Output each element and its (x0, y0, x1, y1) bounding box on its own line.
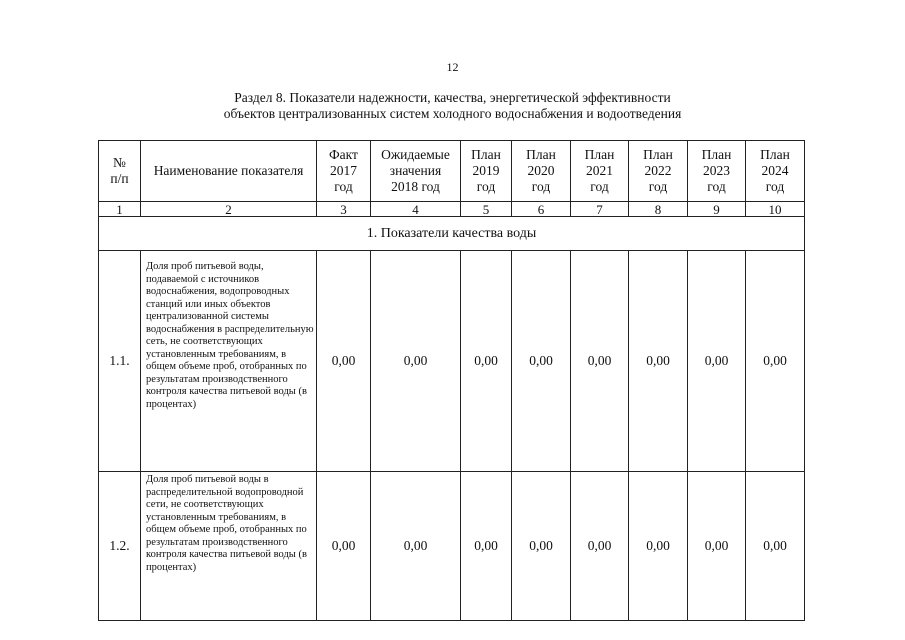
indicator-description: Доля проб питьевой воды, подаваемой с источников водоснабжения, водопроводных станций или иных объектов централизованной системы водоснабжения в распределительную сеть, не соответствующих установленным требованиям, в общем объеме проб, отобранных по результатам производственного контроля качества питьевой воды (в процентах) (141, 251, 317, 472)
column-number: 7 (571, 202, 629, 217)
indicator-description: Доля проб питьевой воды в распределительной водопроводной сети, не соответствующих установленным требованиям, в общем объеме проб, отобранных по результатам производственного контроля качества питьевой воды (в процентах) (141, 472, 317, 621)
header-col-fact-2017: Факт 2017 год (317, 141, 371, 202)
value-cell: 0,00 (371, 472, 461, 621)
section-row (99, 217, 805, 251)
header-col-plan-2021: План 2021 год (571, 141, 629, 202)
row-number: 1.2. (99, 472, 141, 621)
value-cell: 0,00 (688, 472, 746, 621)
table-row (99, 472, 805, 621)
column-number: 3 (317, 202, 371, 217)
column-number: 2 (141, 202, 317, 217)
value-cell: 0,00 (571, 251, 629, 472)
value-cell: 0,00 (317, 251, 371, 472)
header-col-plan-2023: План 2023 год (688, 141, 746, 202)
section-title: 1. Показатели качества воды (99, 217, 805, 251)
header-num: № п/п (99, 141, 141, 202)
column-number: 4 (371, 202, 461, 217)
value-cell: 0,00 (317, 472, 371, 621)
value-cell: 0,00 (371, 251, 461, 472)
column-number: 5 (461, 202, 512, 217)
value-cell: 0,00 (629, 472, 688, 621)
value-cell: 0,00 (688, 251, 746, 472)
column-number: 1 (99, 202, 141, 217)
header-col-plan-2019: План 2019 год (461, 141, 512, 202)
value-cell: 0,00 (571, 472, 629, 621)
value-cell: 0,00 (512, 472, 571, 621)
header-col-expected-2018: Ожидаемые значения 2018 год (371, 141, 461, 202)
column-number: 8 (629, 202, 688, 217)
table-header-row (99, 141, 805, 202)
indicators-table (98, 140, 805, 621)
page-number: 12 (446, 60, 459, 74)
value-cell: 0,00 (746, 251, 805, 472)
value-cell: 0,00 (512, 251, 571, 472)
column-number: 6 (512, 202, 571, 217)
column-number-row (99, 202, 805, 217)
header-col-plan-2020: План 2020 год (512, 141, 571, 202)
section-heading-line-1: Раздел 8. Показатели надежности, качества, энергетической эффективности (234, 90, 671, 105)
table-row (99, 251, 805, 472)
value-cell: 0,00 (746, 472, 805, 621)
header-col-plan-2024: План 2024 год (746, 141, 805, 202)
value-cell: 0,00 (461, 472, 512, 621)
column-number: 9 (688, 202, 746, 217)
column-number: 10 (746, 202, 805, 217)
value-cell: 0,00 (629, 251, 688, 472)
section-heading (0, 90, 905, 122)
value-cell: 0,00 (461, 251, 512, 472)
header-col-plan-2022: План 2022 год (629, 141, 688, 202)
header-indicator-name: Наименование показателя (141, 141, 317, 202)
section-heading-line-2: объектов централизованных систем холодного водоснабжения и водоотведения (223, 106, 682, 121)
row-number: 1.1. (99, 251, 141, 472)
